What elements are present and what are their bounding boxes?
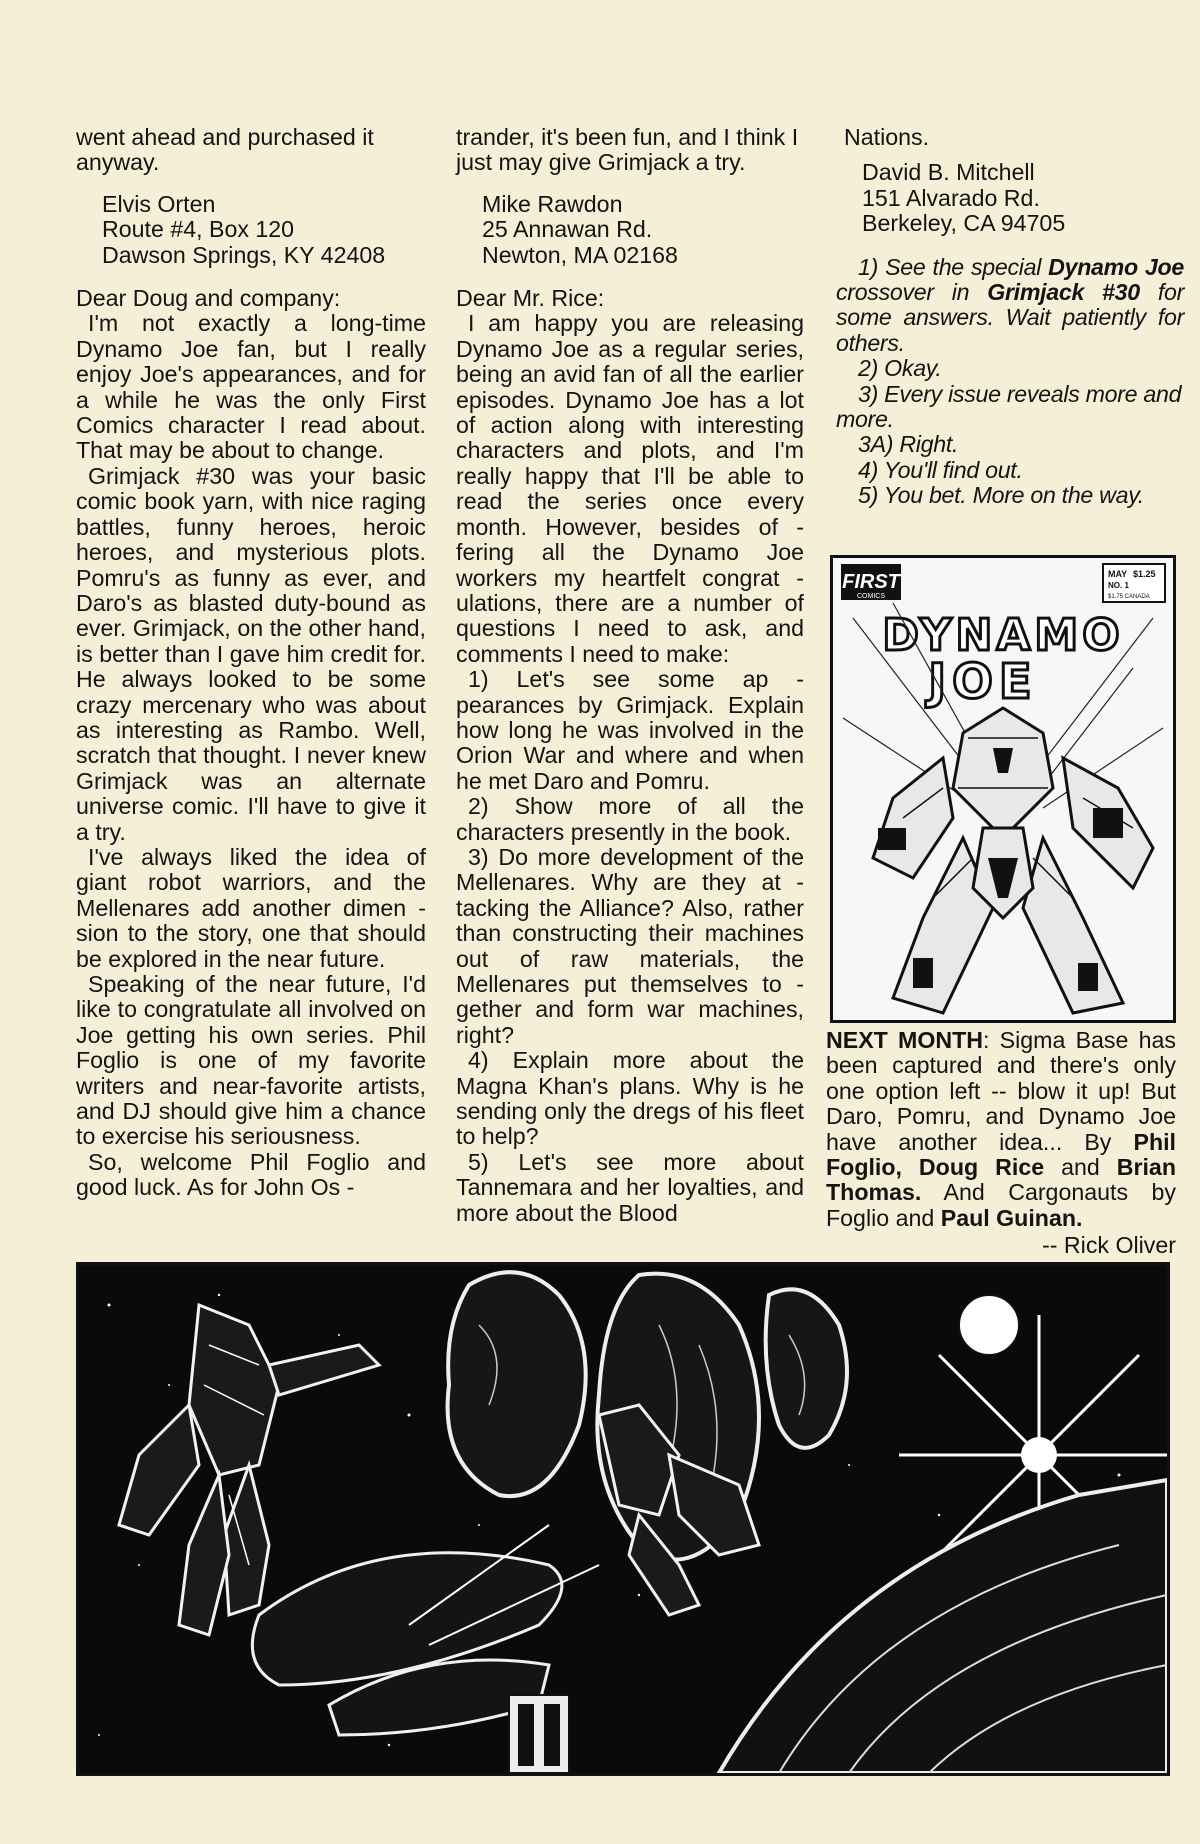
cover-title-joe: JOE — [928, 654, 1038, 710]
letter-intro-2: trander, it's been fun, and I think I just may give Grimjack a try. — [456, 124, 799, 176]
signature-elvis-orten: Elvis Orten Route #4, Box 120 Dawson Springs, KY 42408 — [102, 190, 386, 268]
editor-signoff: -- Rick Oliver — [1042, 1232, 1176, 1259]
greeting-doug: Dear Doug and company: — [76, 285, 341, 312]
paragraph: 4) Explain more about the Magna Khan's plans. Why is he sending only the dregs of his fleet to help? — [456, 1047, 804, 1150]
paragraph: I am happy you are releasing Dynamo Joe as a regular series, being an avid fan of all the earlier episodes. Dynamo Joe has a lot of action along with interesting characters and plots, and I'm really happy that I'll be able to read the series once every month. However, besides of - fering all the Dynamo Joe workers my heartfelt congrat - ulations, there are a number of questions I need to ask, and comments I need to make: — [456, 310, 804, 667]
greeting-mr-rice: Dear Mr. Rice: — [456, 285, 605, 312]
paragraph: I've always liked the idea of giant robot warriors, and the Mellenares add another dimen - sion to the story, one that should be explored in the near future. — [76, 843, 426, 972]
editor-answer: 3) Every issue reveals more and more. — [836, 380, 1182, 433]
cover-publisher-sub: COMICS — [857, 593, 885, 600]
letter-intro-1: went ahead and purchased it anyway. — [76, 124, 374, 176]
cover-price: $1.25 — [1133, 569, 1156, 579]
next-month-text: NEXT MONTH: Sigma Base has been captured and there's only one option left -- blow it up! But Daro, Pomru, and Dynamo Joe have another idea... By Phil Foglio, Doug Rice and Brian Thomas. And Cargonauts by Foglio and Paul Guinan. — [826, 1027, 1176, 1231]
letter-intro-3: Nations. — [844, 124, 930, 150]
editor-answer: 3A) Right. — [858, 431, 959, 458]
letters-column-2 — [456, 125, 804, 1226]
dynamo-joe-cover-image — [830, 555, 1176, 1023]
paragraph: 3) Do more development of the Mellenares. Why are they at - tacking the Alliance? Also, rather than constructing their machines out of raw materials, the Mellenares put themselves to - gether and form war machines, right? — [456, 843, 804, 1048]
letters-column-1 — [76, 125, 426, 1201]
bottom-structure — [509, 1695, 569, 1773]
paragraph: So, welcome Phil Foglio and good luck. As for John Os - — [76, 1148, 426, 1201]
next-month-blurb — [826, 1028, 1176, 1259]
cover-publisher: FIRST — [842, 571, 900, 593]
letters-column-3 — [836, 125, 1184, 509]
editor-answer: 4) You'll find out. — [858, 456, 1023, 483]
signature-mike-rawdon: Mike Rawdon 25 Annawan Rd. Newton, MA 02168 — [482, 190, 678, 268]
moon — [959, 1295, 1019, 1355]
paragraph: 1) Let's see some ap - pearances by Grimjack. Explain how long he was involved in the Orion War and where and when he met Daro and Pomru. — [456, 666, 804, 794]
cover-month: MAY — [1108, 569, 1128, 579]
space-battle-illustration — [76, 1262, 1170, 1776]
cover-issue: NO. 1 — [1108, 581, 1129, 590]
signature-david-mitchell: David B. Mitchell 151 Alvarado Rd. Berkeley, CA 94705 — [862, 159, 1066, 237]
paragraph: Grimjack #30 was your basic comic book yarn, with nice raging battles, funny heroes, heroic heroes, and mysterious plots. Pomru's as funny as ever, and Daro's as blasted duty-bound as ever. Grimjack, on the other hand, is better than I gave him credit for. He always looked to be some crazy mercenary who was about as interesting as Rambo. Well, scratch that thought. I never knew Grimjack was an alternate universe comic. I'll have to give it a try. — [76, 462, 426, 845]
editor-answer-1: 1) See the special Dynamo Joe crossover in Grimjack #30 for some answers. Wait patiently for others. — [836, 253, 1184, 356]
editor-answer: 2) Okay. — [858, 355, 942, 382]
paragraph: I'm not exactly a long-time Dynamo Joe fan, but I really enjoy Joe's appearances, and for a while he was the only First Comics character I read about. That may be about to change. — [76, 310, 426, 464]
editor-answer: 5) You bet. More on the way. — [858, 482, 1144, 509]
paragraph: 5) Let's see more about Tannemara and her loyalties, and more about the Blood — [456, 1148, 804, 1226]
cover-illustration — [833, 558, 1173, 1020]
paragraph: 2) Show more of all the characters presently in the book. — [456, 793, 804, 845]
cover-canada-price: $1.75 CANADA — [1108, 594, 1150, 600]
cover-title-dynamo: DYNAMO — [882, 610, 1124, 661]
bright-star — [1021, 1437, 1057, 1473]
paragraph: Speaking of the near future, I'd like to congratulate all involved on Joe getting his own series. Phil Foglio is one of my favorite writers and near-favorite artists, and DJ should give him a chance to exercise his seriousness. — [76, 971, 426, 1150]
space-battle-art — [79, 1265, 1167, 1773]
